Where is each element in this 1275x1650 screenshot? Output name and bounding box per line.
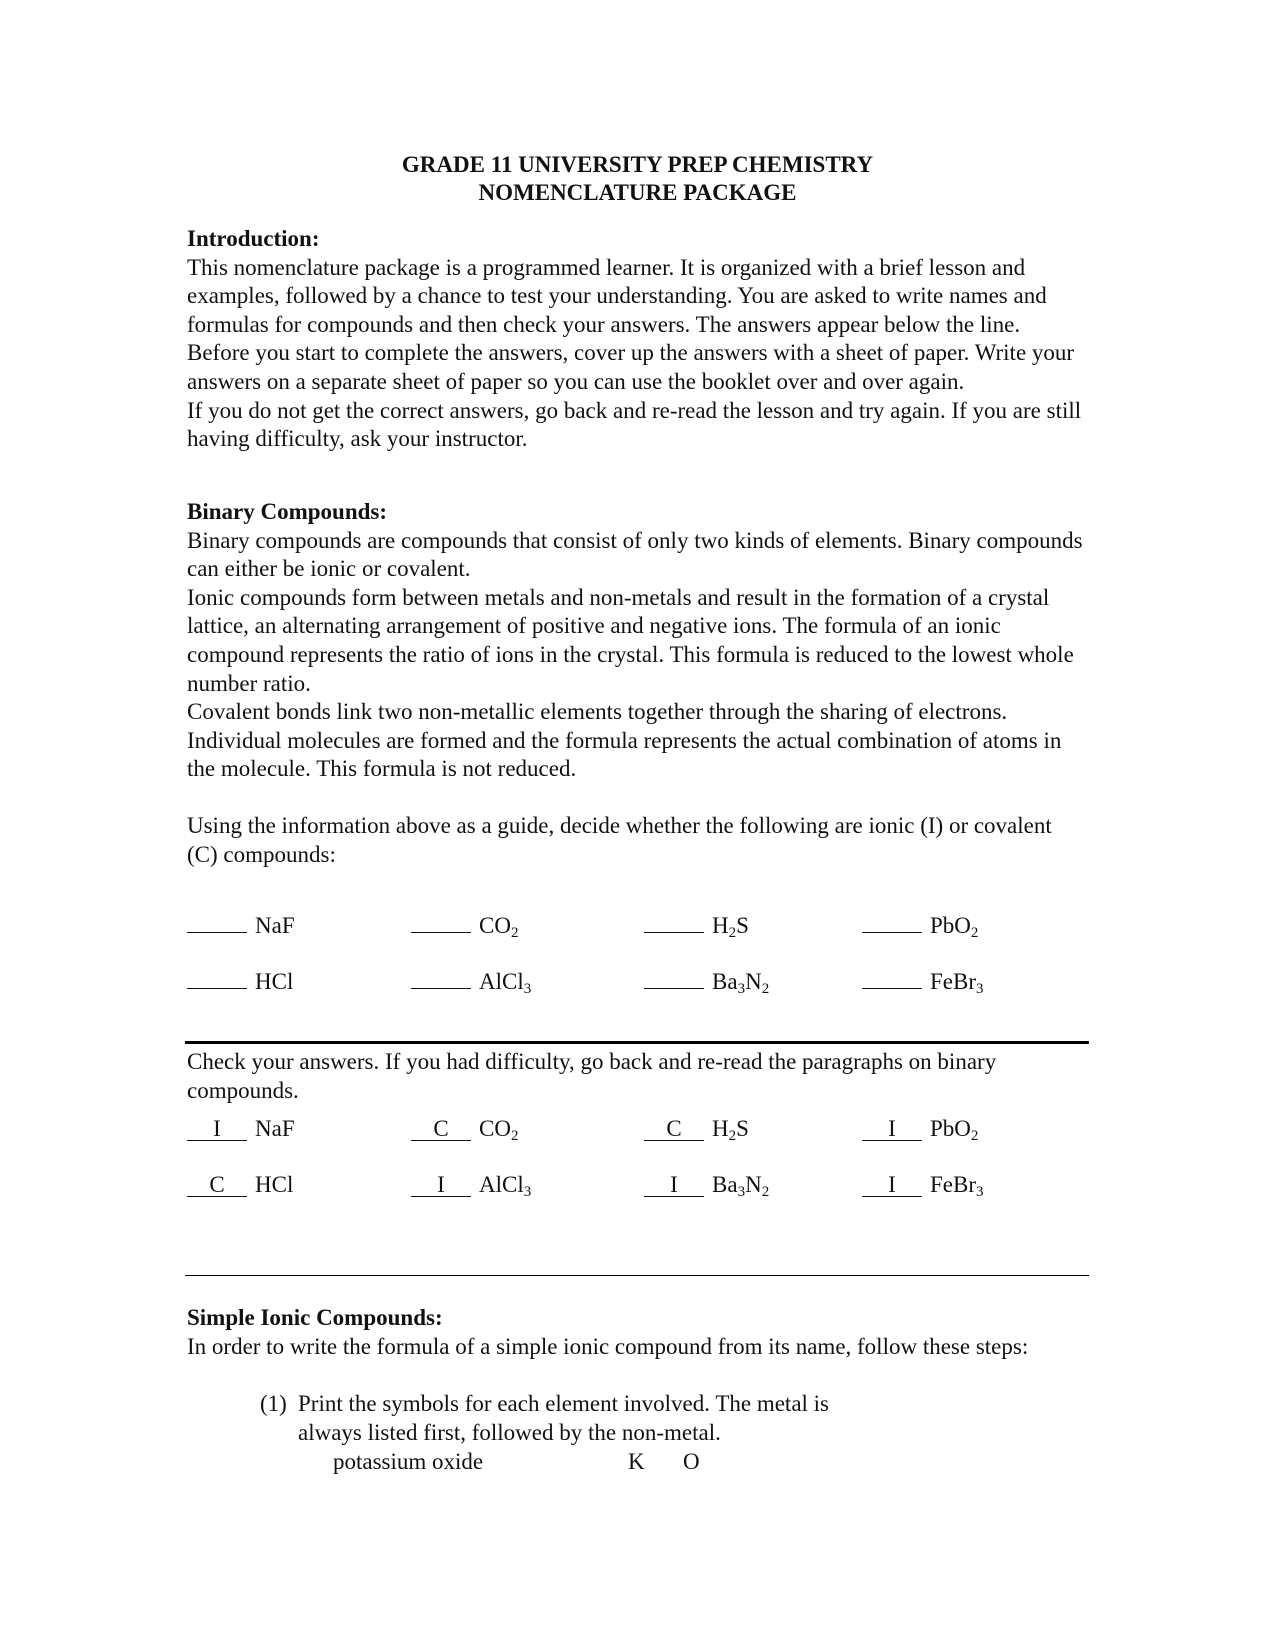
- introduction-heading: Introduction:: [187, 226, 320, 251]
- answer-item-febr3: [862, 1172, 984, 1198]
- answer-item-hcl: [187, 1172, 293, 1198]
- example-symbol-nonmetal: O: [683, 1449, 700, 1474]
- answer-item-naf: [187, 1116, 295, 1142]
- formula: $CO_2$: [479, 913, 519, 941]
- example-symbol-metal: K: [628, 1449, 645, 1474]
- check-answers-text: Check your answers. If you had difficulty, go back and re-read the paragraphs on binary compounds.: [187, 1049, 997, 1103]
- answer-blank: [862, 910, 922, 933]
- answer-item-ba3n2: [644, 1172, 769, 1198]
- title-line-2: NOMENCLATURE PACKAGE: [478, 180, 797, 205]
- binary-paragraph-3: Covalent bonds link two non-metallic elements together through the sharing of electrons. Individual molecules are formed and the formula represents the actual combination of atoms in the molecule. This formula is not reduced.: [187, 699, 1062, 782]
- formula: FeBr$_3$: [930, 969, 984, 997]
- exercise-row-1: [187, 910, 1087, 940]
- answer-item-h2s: [644, 1116, 749, 1142]
- formula: HCl: [255, 1172, 294, 1197]
- answer-blank: [644, 966, 704, 989]
- answer-row-2: [187, 1172, 1087, 1202]
- answer-blank: [411, 910, 471, 933]
- introduction-paragraph-2: If you do not get the correct answers, go back and re-read the lesson and try again. If you are still having difficulty, ask your instructor.: [187, 397, 1082, 452]
- example-compound-name: potassium oxide: [333, 1449, 484, 1474]
- answer-blank: [411, 966, 471, 989]
- answer-blank: I: [862, 1174, 922, 1197]
- formula: AlCl$_3$: [479, 969, 532, 997]
- answer-blank: I: [411, 1174, 471, 1197]
- binary-paragraph-1: Binary compounds are compounds that consist of only two kinds of elements. Binary compounds can either be ionic or covalent.: [187, 527, 1083, 582]
- formula: $H_2S$: [712, 1116, 749, 1144]
- answer-blank: I: [862, 1118, 922, 1141]
- binary-compounds-section: [187, 498, 1087, 784]
- formula: NaF: [255, 1116, 295, 1141]
- answer-item-co2: [411, 1116, 518, 1142]
- formula: AlCl$_3$: [479, 1172, 532, 1200]
- step-1-text: Print the symbols for each element involved. The metal is always listed first, followed by the non-metal.: [298, 1391, 830, 1445]
- introduction-section: [187, 225, 1087, 454]
- exercise-item-hcl: [187, 966, 293, 995]
- answer-blank: [187, 910, 247, 933]
- answer-row-1: [187, 1116, 1087, 1146]
- introduction-paragraph-1: This nomenclature package is a programmed learner. It is organized with a brief lesson and examples, followed by a chance to test your understanding. You are asked to write names and formulas for compounds and then check your answers. The answers appear below the line. Before you start to complete the answers, cover up the answers with a sheet of paper. Write your answers on a separate sheet of paper so you can use the booklet over and over again.: [187, 254, 1075, 394]
- exercise-row-2: [187, 966, 1087, 996]
- formula: PbO$_2$: [930, 913, 979, 941]
- answer-blank: C: [411, 1118, 471, 1141]
- exercise-item-pbo2: [862, 910, 978, 939]
- step-1-number: (1): [260, 1391, 287, 1416]
- answer-blank: [862, 966, 922, 989]
- simple-ionic-heading: Simple Ionic Compounds:: [187, 1305, 443, 1330]
- exercise-item-h2s: [644, 910, 749, 939]
- formula: $Ba_3N_2$: [712, 1172, 770, 1200]
- formula: $CO_2$: [479, 1116, 519, 1144]
- section-divider-line: [185, 1275, 1089, 1276]
- simple-ionic-intro: In order to write the formula of a simple ionic compound from its name, follow these steps:: [187, 1333, 1029, 1359]
- simple-ionic-section: [187, 1304, 1087, 1361]
- formula: $Ba_3N_2$: [712, 969, 770, 997]
- formula: PbO$_2$: [930, 1116, 979, 1144]
- answer-blank: I: [644, 1174, 704, 1197]
- exercise-item-alcl3: [411, 966, 531, 995]
- answer-blank: C: [187, 1174, 247, 1197]
- exercise-item-co2: [411, 910, 518, 939]
- answer-item-alcl3: [411, 1172, 531, 1198]
- binary-heading: Binary Compounds:: [187, 499, 388, 524]
- exercise-item-naf: [187, 910, 295, 939]
- exercise-item-ba3n2: [644, 966, 769, 995]
- answer-blank: I: [187, 1118, 247, 1141]
- title-line-1: GRADE 11 UNIVERSITY PREP CHEMISTRY: [401, 152, 874, 177]
- formula: $H_2S$: [712, 913, 749, 941]
- exercise-instruction: Using the information above as a guide, decide whether the following are ionic (I) or covalent (C) compounds:: [187, 813, 1052, 867]
- formula: NaF: [255, 913, 295, 938]
- exercise-item-febr3: [862, 966, 984, 995]
- binary-paragraph-2: Ionic compounds form between metals and non-metals and result in the formation of a crystal lattice, an alternating arrangement of positive and negative ions. The formula of an ionic compound represents the ratio of ions in the crystal. This formula is reduced to the lowest whole number ratio.: [187, 584, 1074, 696]
- answer-divider-line: [185, 1041, 1089, 1044]
- formula: FeBr$_3$: [930, 1172, 984, 1200]
- formula: HCl: [255, 969, 294, 994]
- answer-blank: [644, 910, 704, 933]
- answer-item-pbo2: [862, 1116, 978, 1142]
- answer-blank: [187, 966, 247, 989]
- document-title: [0, 151, 1275, 207]
- answer-blank: C: [644, 1118, 704, 1141]
